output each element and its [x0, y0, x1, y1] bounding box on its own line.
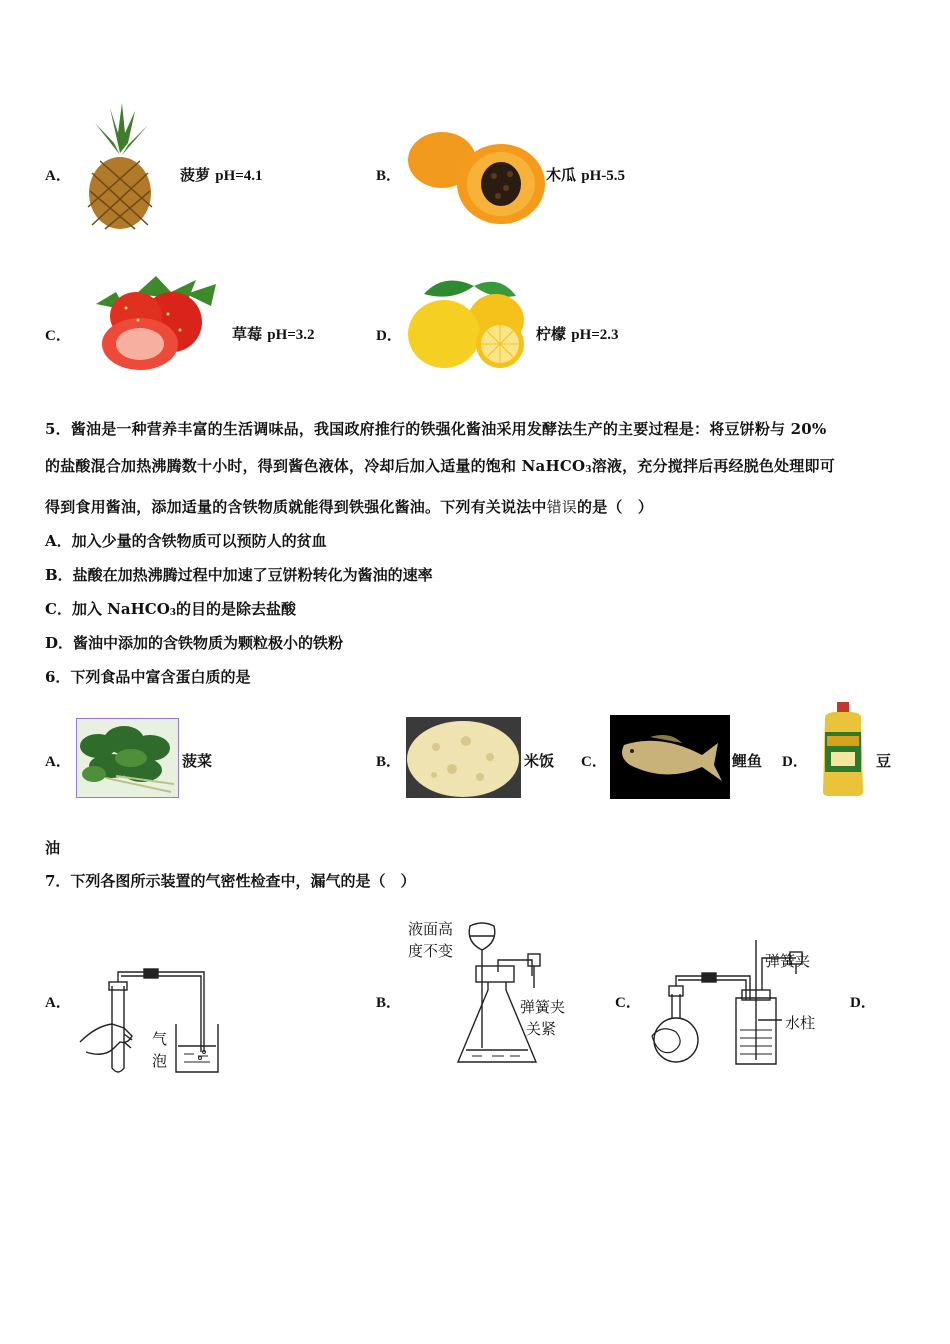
q5-option-a: A．加入少量的含铁物质可以预防人的贫血 — [45, 532, 327, 550]
q5-option-b: B．盐酸在加热沸腾过程中加速了豆饼粉转化为酱油的速率 — [45, 566, 433, 584]
apparatus-b-flask-funnel — [452, 916, 572, 1070]
q5-stem — [45, 411, 915, 526]
q6-option-d-text: 豆 — [876, 752, 892, 770]
spinach-image — [76, 718, 179, 798]
apparatus-c-note-2: 水柱 — [785, 1014, 816, 1032]
pineapple-image — [80, 103, 162, 231]
q4-option-a-letter: A． — [45, 168, 71, 184]
q5-option-c: C．加入 NaHCO3的目的是除去盐酸 — [45, 600, 297, 618]
apparatus-a-hand-test-tube — [76, 964, 226, 1078]
q6-option-a-letter: A． — [45, 754, 71, 770]
apparatus-a-note-1: 气 — [152, 1030, 168, 1048]
q4-option-d-text: 柠檬 pH=2.3 — [536, 325, 619, 343]
q7-option-a-letter: A． — [45, 995, 71, 1011]
q6-option-d-wrap: 油 — [45, 839, 61, 857]
strawberry-image — [76, 274, 224, 372]
q6-option-a-text: 菠菜 — [182, 752, 213, 770]
apparatus-c-note-1: 弹簧夹 — [765, 952, 811, 970]
rice-image — [406, 717, 521, 798]
q4-option-d-letter: D． — [376, 328, 402, 344]
carp-image — [610, 715, 730, 799]
q7-option-d-letter: D． — [850, 995, 876, 1011]
q6-option-b-letter: B． — [376, 754, 402, 770]
q5-stem-line3: 得到食用酱油，添加适量的含铁物质就能得到铁强化酱油。下列有关说法中错误的是（ ） — [45, 498, 654, 516]
q6-option-b-text: 米饭 — [524, 752, 555, 770]
apparatus-b-note-1: 液面高 — [408, 920, 454, 938]
q4-option-c-text: 草莓 pH=3.2 — [232, 325, 315, 343]
q7-option-b-letter: B． — [376, 995, 402, 1011]
q7-stem: 7．下列各图所示装置的气密性检查中，漏气的是（ ） — [45, 872, 416, 890]
papaya-image — [406, 126, 546, 228]
q6-option-c-text: 鲤鱼 — [732, 752, 763, 770]
q6-stem: 6．下列食品中富含蛋白质的是 — [45, 668, 251, 686]
q5-stem-line2: 的盐酸混合加热沸腾数十小时，得到酱色液体，冷却后加入适量的饱和 NaHCO3溶液，充分搅拌后再经脱色处理即可 — [45, 457, 835, 475]
apparatus-b-note-4: 关紧 — [526, 1020, 557, 1038]
apparatus-b-note-3: 弹簧夹 — [520, 998, 566, 1016]
lemon-image — [404, 272, 532, 372]
q4-option-b-letter: B． — [376, 168, 402, 184]
oil-bottle-image — [817, 700, 869, 798]
q4-option-c-letter: C． — [45, 328, 71, 344]
q5-option-d: D．酱油中添加的含铁物质为颗粒极小的铁粉 — [45, 634, 344, 652]
q4-option-b-text: 木瓜 pH-5.5 — [546, 166, 626, 184]
q7-option-c-letter: C． — [615, 995, 641, 1011]
q6-option-d-letter: D． — [782, 754, 808, 770]
q6-option-c-letter: C． — [581, 754, 607, 770]
q5-stem-line1: 5．酱油是一种营养丰富的生活调味品，我国政府推行的铁强化酱油采用发酵法生产的主要过程是：将豆饼粉与 20% — [45, 420, 827, 438]
apparatus-a-note-2: 泡 — [152, 1052, 168, 1070]
q4-option-a-text: 菠萝 pH=4.1 — [180, 166, 263, 184]
apparatus-b-note-2: 度不变 — [408, 942, 454, 960]
